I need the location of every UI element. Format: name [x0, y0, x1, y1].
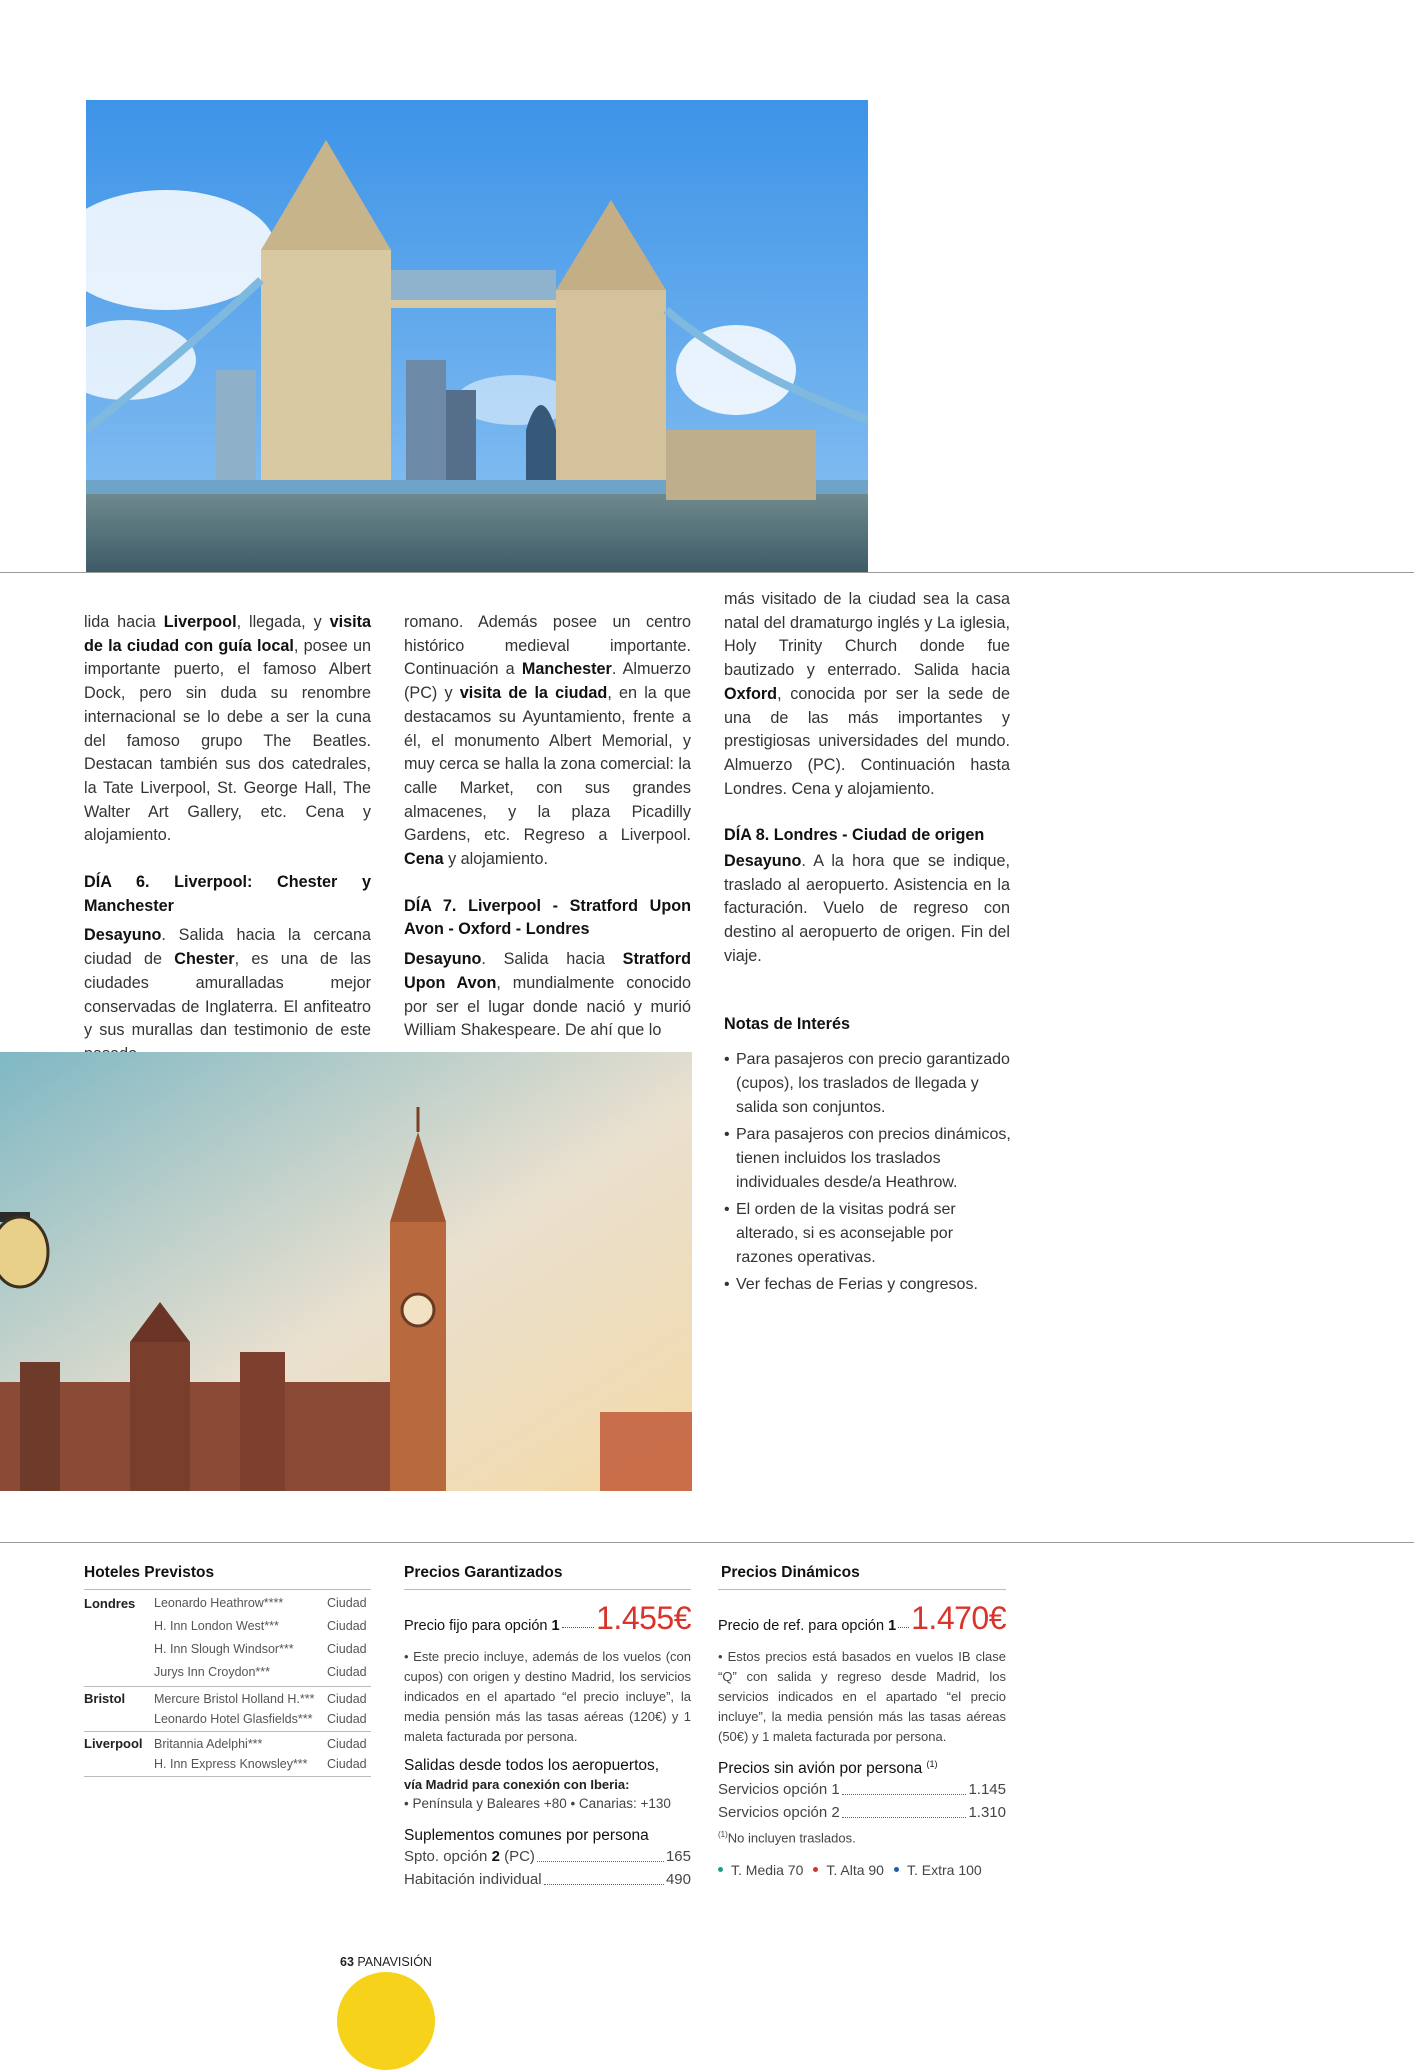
supplement-option: 2: [491, 1848, 500, 1865]
text-run: . Almuerzo (PC) y: [404, 660, 691, 703]
day7-continuation: [724, 588, 1010, 801]
dynamic-price-block: [718, 1589, 1006, 1878]
hotel-category: Ciudad: [327, 1737, 367, 1751]
hotel-name: H. Inn London West***: [154, 1619, 279, 1633]
no-flight-value: 1.145: [968, 1781, 1006, 1799]
season-dot-icon: [894, 1867, 899, 1872]
text-run: , llegada, y: [236, 613, 330, 631]
itinerary-column-3: [724, 588, 1010, 969]
bold-text: Manchester: [521, 660, 612, 679]
no-flight-row: [718, 1778, 1006, 1801]
hotel-row: [84, 1661, 371, 1684]
hotel-row: [84, 1709, 371, 1729]
departures-subtitle: vía Madrid para conexión con Iberia:: [404, 1777, 630, 1792]
supplement-label: [404, 1845, 535, 1868]
bold-text: Liverpool: [163, 613, 237, 631]
seasons-legend: [718, 1859, 1006, 1878]
season-item: [813, 1862, 884, 1878]
hotel-category: Ciudad: [327, 1712, 367, 1726]
no-flight-title-text: Precios sin avión por persona: [718, 1760, 923, 1778]
departures-title: Salidas desde todos los aeropuertos,: [404, 1757, 660, 1774]
yellow-circle-decoration: [337, 1972, 435, 2070]
season-dot-icon: [813, 1867, 818, 1872]
notes-section: [724, 1015, 1014, 1300]
day6-continuation: [404, 611, 691, 872]
hotel-city: Bristol: [84, 1691, 126, 1706]
hotel-name: Leonardo Hotel Glasfields***: [154, 1712, 313, 1726]
footnote-sup: (1): [718, 1830, 728, 1840]
hotel-row: [84, 1734, 371, 1754]
hotel-category: Ciudad: [327, 1642, 367, 1656]
guaranteed-info: • Este precio incluye, además de los vuelos (con cupos) con origen y destino Madrid, los servicios indicados en el apartado “el precio incluye”, la media pensión más las tasas aéreas (120€) y 1 maleta facturada por persona.: [404, 1649, 691, 1744]
bold-text: visita de la ciudad con guía local: [84, 613, 371, 655]
season-item: [894, 1862, 982, 1878]
bold-text: Cena: [404, 850, 444, 869]
guaranteed-price-block: [404, 1589, 691, 1891]
itinerary-column-2: [404, 611, 691, 1043]
dynamic-price-label-text: Precio de ref. para opción: [718, 1618, 885, 1634]
note-item: • El orden de la visitas podrá ser alterado, si es aconsejable por razones operativas.: [724, 1198, 1014, 1270]
dynamic-price-option: 1: [888, 1618, 897, 1634]
dynamic-price-line: [718, 1602, 1006, 1634]
notes-list: [724, 1048, 1014, 1297]
dot-leader: [537, 1845, 664, 1862]
dot-leader: [842, 1778, 967, 1795]
hotel-category: Ciudad: [327, 1596, 367, 1610]
season-dot-icon: [718, 1867, 723, 1872]
text-run: , es una de las ciudades amuralladas mejor conservadas de Inglaterra. El anfiteatro y sus murallas dan testimonio de este: [84, 950, 371, 1040]
hotel-group: [84, 1590, 371, 1687]
hotel-row: [84, 1638, 371, 1661]
no-flight-row: [718, 1801, 1006, 1824]
text-run: romano. Además posee un centro histórico medieval importante. Continuación a: [404, 613, 691, 679]
hotel-name: Jurys Inn Croydon***: [154, 1665, 271, 1679]
guaranteed-price-option: 1: [551, 1618, 560, 1634]
dot-leader: [898, 1627, 909, 1628]
supplement-label-text: Habitación individual: [404, 1871, 542, 1888]
hotel-group: [84, 1732, 371, 1777]
note-item: • Para pasajeros con precios dinámicos, tienen incluidos los traslados individuales desde/a Heathrow.: [724, 1123, 1014, 1195]
hotel-name: Mercure Bristol Holland H.***: [154, 1692, 315, 1706]
bold-text: Desayuno: [404, 950, 482, 969]
hotel-city: Liverpool: [84, 1736, 143, 1751]
text-run: y alojamiento.: [443, 850, 548, 869]
hotel-row: [84, 1615, 371, 1638]
hotel-category: Ciudad: [327, 1692, 367, 1706]
dynamic-price-label: [718, 1618, 896, 1634]
bold-text: visita de la ciudad: [459, 684, 608, 703]
hotel-category: Ciudad: [327, 1665, 367, 1679]
supplement-label: [404, 1868, 542, 1891]
supplement-row: [404, 1868, 691, 1891]
season-label: T. Media 70: [731, 1861, 804, 1878]
itinerary-column-1: [84, 611, 371, 1067]
guaranteed-price-label-text: Precio fijo para opción: [404, 1618, 548, 1634]
hotel-name: H. Inn Express Knowsley***: [154, 1757, 308, 1771]
supplement-suffix: (PC): [499, 1848, 535, 1865]
note-item: • Ver fechas de Ferias y congresos.: [724, 1273, 1014, 1297]
no-flight-title: [718, 1759, 1006, 1778]
hotel-name: H. Inn Slough Windsor***: [154, 1642, 294, 1656]
text-run: . A la hora que se indique, traslado al aeropuerto. Asistencia en la facturación. Vuelo de regreso con destino al aeropuerto de origen. Fin del viaje.: [724, 852, 1010, 965]
text-run: , posee un importante puerto, el famoso Albert Dock, pero sin duda su renombre internacional se lo debe a ser la cuna del famoso grupo The Beatles. Destacan también sus dos catedrales, la Tate Liverpool, St. George Hall, The Walter Art Gallery, etc. Cena y alojamiento.: [84, 636, 371, 845]
hotel-name: Britannia Adelphi***: [154, 1737, 263, 1751]
supplement-value: 490: [665, 1871, 691, 1888]
page-footer: [340, 1955, 432, 1969]
guaranteed-title: Precios Garantizados: [404, 1564, 563, 1581]
guaranteed-price-line: [404, 1602, 691, 1634]
season-label: T. Alta 90: [826, 1861, 884, 1878]
departures-items: • Península y Baleares +80 • Canarias: +130: [404, 1796, 671, 1811]
note-item: • Para pasajeros con precio garantizado (cupos), los traslados de llegada y salida son conjuntos.: [724, 1048, 1014, 1120]
hotel-city: Londres: [84, 1596, 136, 1611]
dynamic-prices-section: [718, 1564, 1006, 1878]
hotel-city: [84, 1709, 154, 1729]
hotel-city: [84, 1615, 154, 1638]
guaranteed-prices-section: [404, 1564, 691, 1891]
hotel-city: [84, 1754, 154, 1774]
day6-heading: DÍA 6. Liverpool: Chester y Manchester: [84, 873, 371, 915]
season-item: [718, 1862, 803, 1878]
supplements-block: [404, 1827, 691, 1891]
bottom-divider: [0, 1542, 1414, 1543]
bold-text: Chester: [174, 950, 235, 969]
hotel-city: [84, 1661, 154, 1684]
guaranteed-price-label: [404, 1618, 560, 1634]
no-flight-label: Servicios opción 2: [718, 1804, 840, 1822]
hotel-city: [84, 1638, 154, 1661]
hotel-row: [84, 1754, 371, 1774]
no-flight-value: 1.310: [968, 1804, 1006, 1822]
supplement-row: [404, 1845, 691, 1868]
no-flight-sup: (1): [926, 1759, 938, 1769]
tower-bridge-photo: [86, 100, 868, 572]
text-run: lida hacia: [84, 613, 164, 631]
dot-leader: [544, 1868, 664, 1885]
bold-text: Desayuno: [724, 852, 802, 871]
departures-block: [404, 1757, 691, 1813]
day7-text: [404, 948, 691, 1043]
bold-text: Stratford Upon Avon: [404, 950, 691, 992]
no-flight-block: [718, 1759, 1006, 1878]
footnote-text: No incluyen traslados.: [727, 1830, 856, 1846]
bold-text: Desayuno: [84, 926, 162, 945]
notes-title: Notas de Interés: [724, 1015, 850, 1033]
supplement-label-text: Spto. opción: [404, 1848, 492, 1865]
text-run: , en la que destacamos su Ayuntamiento, frente a él, el monumento Albert Memorial, y muy cerca se halla la zona comercial: la calle Market, con sus grandes almacenes, y la plaza Picadilly Gardens, etc. Regreso a Liverpool.: [404, 684, 692, 845]
hotels-section: [84, 1564, 371, 1777]
text-run: . Salida hacia: [481, 950, 623, 969]
footnote: [718, 1830, 1006, 1845]
hotel-group: [84, 1687, 371, 1732]
dot-leader: [842, 1801, 967, 1818]
day8-heading: DÍA 8. Londres - Ciudad de origen: [724, 826, 985, 845]
page-number: 63: [340, 1955, 354, 1969]
bold-text: Oxford: [724, 684, 778, 703]
hotel-name: Leonardo Heathrow****: [154, 1596, 284, 1610]
hotel-category: Ciudad: [327, 1619, 367, 1633]
text-run: , conocida por ser la sede de una de las más importantes y prestigiosas universidades del mundo. Almuerzo (PC). Continuación hasta Londres. Cena y alojamiento.: [724, 684, 1010, 798]
supplement-value: 165: [665, 1848, 691, 1865]
hotel-row: [84, 1689, 371, 1709]
hotels-table: [84, 1589, 371, 1777]
dot-leader: [562, 1627, 595, 1628]
hotel-category: Ciudad: [327, 1757, 367, 1771]
hotel-row: [84, 1592, 371, 1615]
dynamic-info: • Estos precios está basados en vuelos IB clase “Q” con salida y regreso desde Madrid, los servicios indicados en el apartado “el precio incluye”, la media pensión más las tasas aéreas (50€) y 1 maleta facturada por persona.: [718, 1649, 1006, 1744]
top-divider: [0, 572, 1414, 573]
day7-heading: DÍA 7. Liverpool - Stratford Upon Avon - Oxford - Londres: [404, 896, 691, 939]
hotels-title: Hoteles Previstos: [84, 1564, 215, 1581]
dynamic-price: 1.470€: [911, 1600, 1006, 1636]
supplements-list: [404, 1845, 691, 1891]
text-run: más visitado de la ciudad sea la casa natal del dramaturgo inglés y La iglesia, Holy Trinity Church donde fue bautizado y enterrado. Salida hacia: [724, 590, 1010, 680]
season-label: T. Extra 100: [906, 1861, 982, 1878]
day8-text: [724, 850, 1010, 969]
day5-continuation: [84, 611, 371, 848]
dynamic-title: Precios Dinámicos: [721, 1564, 860, 1581]
no-flight-label: Servicios opción 1: [718, 1781, 840, 1799]
brand-name: PANAVISIÓN: [357, 1955, 432, 1969]
guaranteed-price: 1.455€: [596, 1600, 691, 1636]
supplements-title: Suplementos comunes por persona: [404, 1827, 649, 1844]
big-ben-photo: [0, 1052, 692, 1491]
no-flight-list: [718, 1778, 1006, 1824]
day6-text: [84, 924, 371, 1066]
text-run: , mundialmente conocido por ser el lugar donde nació y murió William Shakespeare. De ahí que lo: [404, 973, 691, 1040]
text-run: . Salida hacia la cercana ciudad de: [84, 926, 371, 969]
